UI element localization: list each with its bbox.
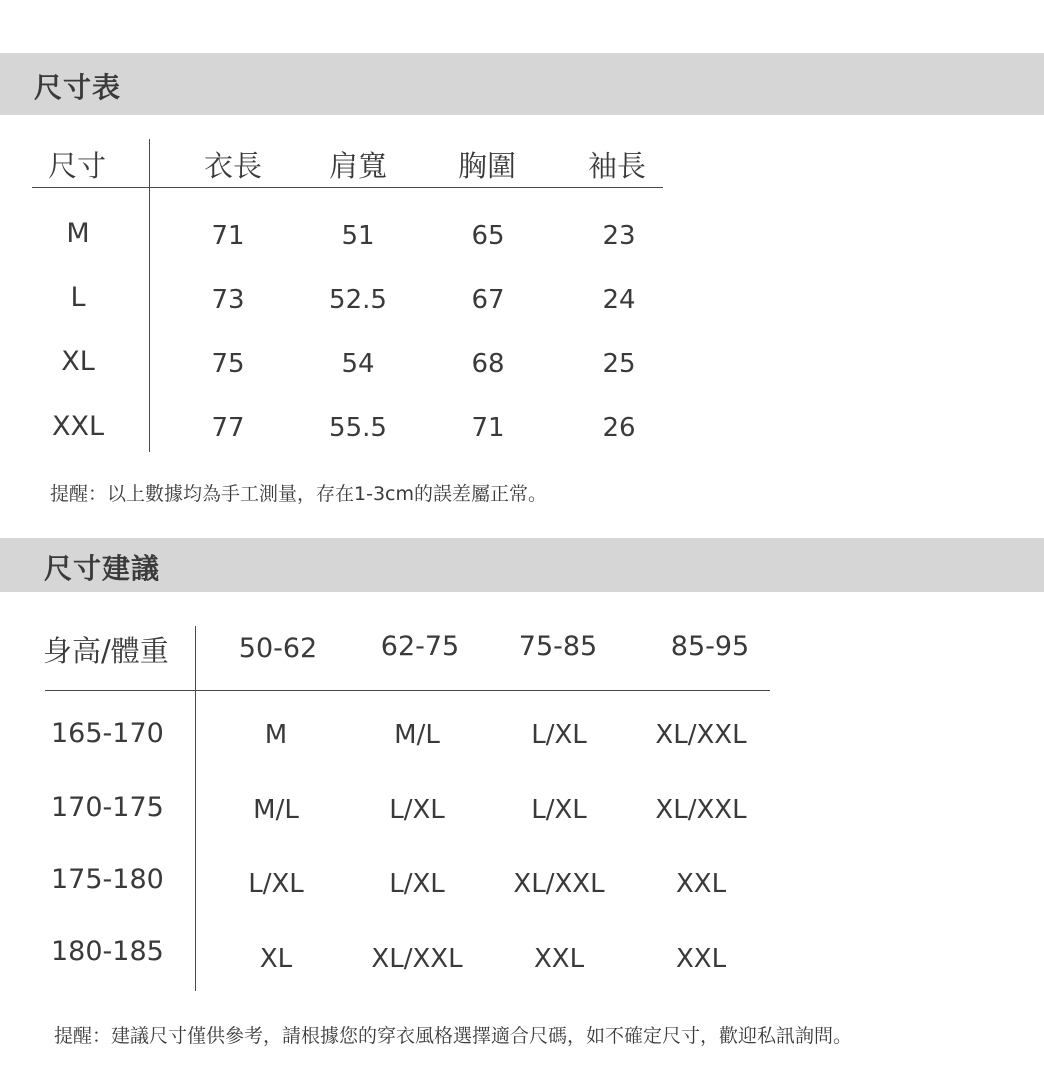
size-advice-cell: L/XL bbox=[389, 869, 445, 899]
size-advice-row-label: 175-180 bbox=[51, 864, 164, 895]
size-advice-cell: XL/XXL bbox=[655, 720, 747, 750]
size-advice-note: 提醒：建議尺寸僅供參考，請根據您的穿衣風格選擇適合尺碼，如不確定尺寸，歡迎私訊詢問。 bbox=[54, 1025, 853, 1047]
size-advice-row-label: 165-170 bbox=[51, 718, 164, 749]
size-chart-cell: 77 bbox=[211, 413, 245, 443]
size-chart-row-label: M bbox=[66, 218, 90, 249]
size-advice-row-label: 170-175 bbox=[51, 792, 164, 823]
size-advice-header-label: 身高/體重 bbox=[43, 634, 169, 668]
size-chart-cell: 71 bbox=[471, 413, 505, 443]
size-chart-cell: 26 bbox=[602, 413, 636, 443]
size-advice-cell: L/XL bbox=[389, 795, 445, 825]
size-advice-cell: L/XL bbox=[531, 795, 587, 825]
size-advice-col-header: 50-62 bbox=[238, 633, 318, 664]
size-advice-cell: M/L bbox=[394, 720, 440, 750]
size-chart-cell: 65 bbox=[471, 221, 505, 251]
size-advice-cell: L/XL bbox=[248, 869, 304, 899]
size-chart-cell: 68 bbox=[471, 349, 505, 379]
size-advice-cell: XXL bbox=[533, 944, 585, 974]
size-advice-divider-vertical bbox=[195, 626, 196, 991]
size-advice-cell: XL bbox=[259, 944, 293, 974]
size-advice-cell: XL/XXL bbox=[371, 944, 463, 974]
size-advice-cell: M bbox=[264, 720, 288, 750]
size-chart-cell: 54 bbox=[341, 349, 375, 379]
size-advice-title: 尺寸建議 bbox=[44, 552, 161, 585]
size-chart-cell: 71 bbox=[211, 221, 245, 251]
size-chart-col-header: 肩寬 bbox=[328, 149, 388, 183]
size-chart-header-label: 尺寸 bbox=[48, 149, 107, 183]
size-advice-cell: XXL bbox=[675, 869, 727, 899]
size-advice-col-header: 85-95 bbox=[670, 631, 750, 662]
size-chart-cell: 51 bbox=[341, 221, 375, 251]
size-advice-col-header: 75-85 bbox=[518, 631, 598, 662]
size-chart-cell: 67 bbox=[471, 285, 505, 315]
size-advice-cell: M/L bbox=[253, 795, 299, 825]
size-chart-title: 尺寸表 bbox=[34, 71, 122, 104]
size-chart-cell: 55.5 bbox=[329, 413, 387, 443]
size-chart-cell: 24 bbox=[602, 285, 636, 315]
size-chart-cell: 73 bbox=[211, 285, 245, 315]
size-chart-cell: 23 bbox=[602, 221, 636, 251]
size-advice-cell: XXL bbox=[675, 944, 727, 974]
size-chart-row-label: XXL bbox=[51, 411, 105, 442]
size-chart-row-label: L bbox=[70, 282, 86, 313]
size-advice-divider-horizontal bbox=[45, 690, 770, 691]
size-advice-col-header: 62-75 bbox=[380, 631, 460, 662]
size-chart-row-label: XL bbox=[61, 346, 95, 377]
size-chart-header-band bbox=[0, 53, 1044, 115]
size-chart-cell: 75 bbox=[211, 349, 245, 379]
size-advice-row-label: 180-185 bbox=[51, 936, 164, 967]
size-chart-cell: 52.5 bbox=[329, 285, 387, 315]
size-chart-col-header: 胸圍 bbox=[457, 149, 517, 183]
size-chart-divider-horizontal bbox=[32, 187, 663, 188]
size-chart-divider-vertical bbox=[149, 139, 150, 452]
size-chart-col-header: 衣長 bbox=[203, 149, 263, 183]
size-chart-note: 提醒：以上數據均為手工測量，存在1-3cm的誤差屬正常。 bbox=[50, 483, 547, 505]
size-advice-header-band bbox=[0, 538, 1044, 592]
size-chart-cell: 25 bbox=[602, 349, 636, 379]
size-advice-cell: XL/XXL bbox=[655, 795, 747, 825]
size-chart-col-header: 袖長 bbox=[587, 149, 647, 183]
size-advice-cell: XL/XXL bbox=[513, 869, 605, 899]
size-advice-cell: L/XL bbox=[531, 720, 587, 750]
